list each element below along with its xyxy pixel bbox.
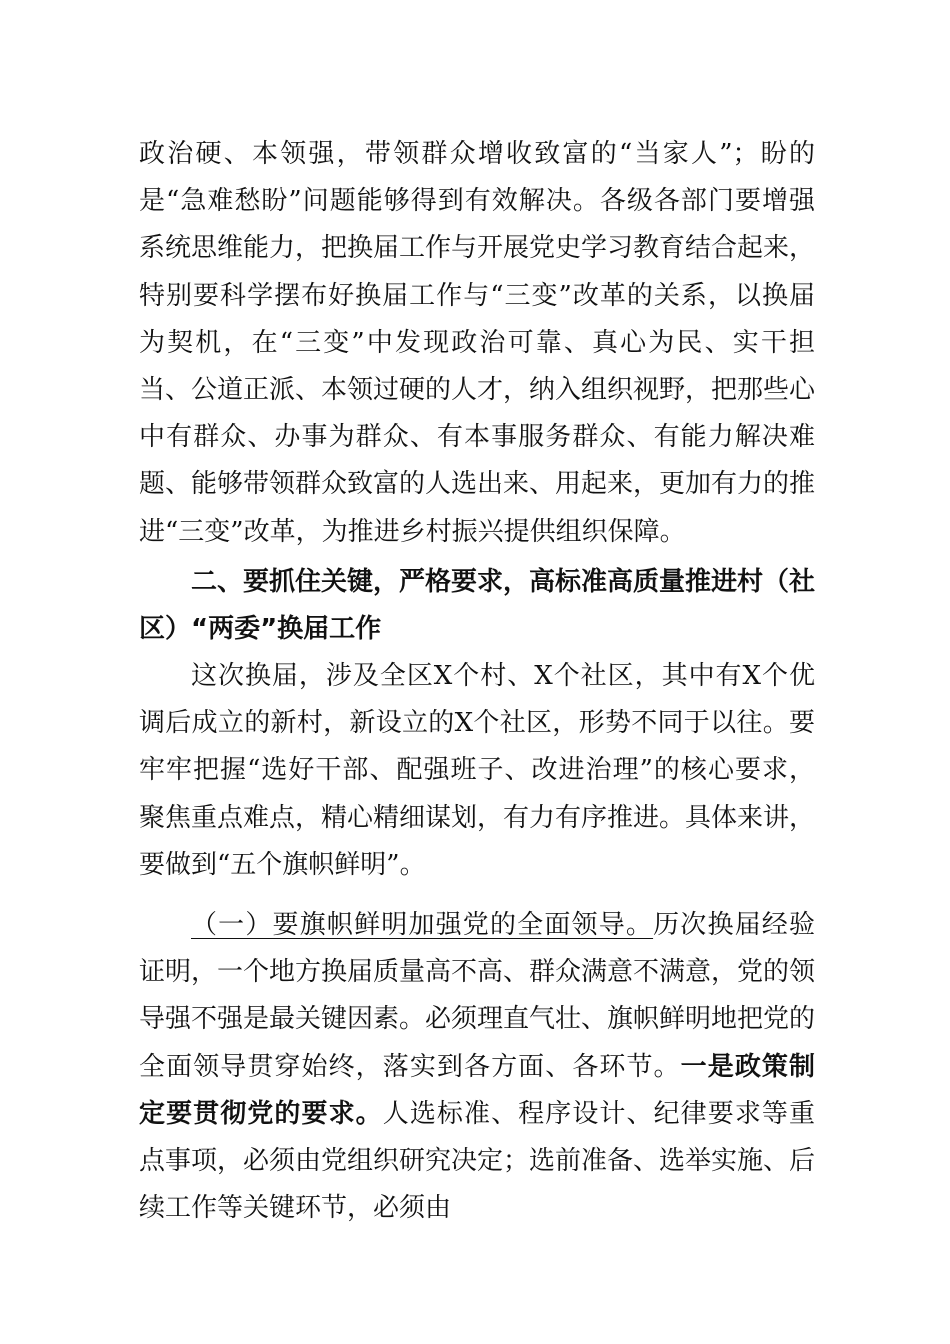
paragraph-3-text-a: 历次换届经验证明，一个地方换届质量高不高、群众满意不满意，党的领导强不强是最关键因素。必须理直气壮、旗帜鲜明地把党的全面领导贯穿始终，落实到各方面、各环节。 (139, 910, 816, 1082)
bold-key-point: 一是政策制定要贯彻党的要求。 (139, 1051, 815, 1129)
body-paragraph-1: 政治硬、本领强，带领群众增收致富的“当家人”；盼的是“急难愁盼”问题能够得到有效解决。各级各部门要增强系统思维能力，把换届工作与开展党史学习教育结合起来，特别要科学摆布好换届工作与“三变”改革的关系，以换届为契机，在“三变”中发现政治可靠、真心为民、实干担当、公道正派、本领过硬的人才，纳入组织视野，把那些心中有群众、办事为群众、有本事服务群众、有能力解决难题、能够带领群众致富的人选出来、用起来，更加有力的推进“三变”改革，为推进乡村振兴提供组织保障。 (139, 139, 816, 547)
subsection-heading: （一）要旗帜鲜明加强党的全面领导。 (191, 910, 654, 940)
paragraph-3-text-b: 人选标准、程序设计、纪律要求等重点事项，必须由党组织研究决定；选前准备、选举实施、后续工作等关键环节，必须由 (139, 1098, 816, 1224)
body-paragraph-2: 这次换届，涉及全区X个村、X个社区，其中有X个优调后成立的新村，新设立的X个社区，形势不同于以往。要牢牢把握“选好干部、配强班子、改进治理”的核心要求，聚焦重点难点，精心精细谋划，有力有序推进。具体来讲，要做到“五个旗帜鲜明”。 (139, 661, 816, 880)
section-heading: 二、要抓住关键，严格要求，高标准高质量推进村（社区）“两委”换届工作 (139, 567, 816, 644)
body-paragraph-3 (139, 902, 815, 1232)
